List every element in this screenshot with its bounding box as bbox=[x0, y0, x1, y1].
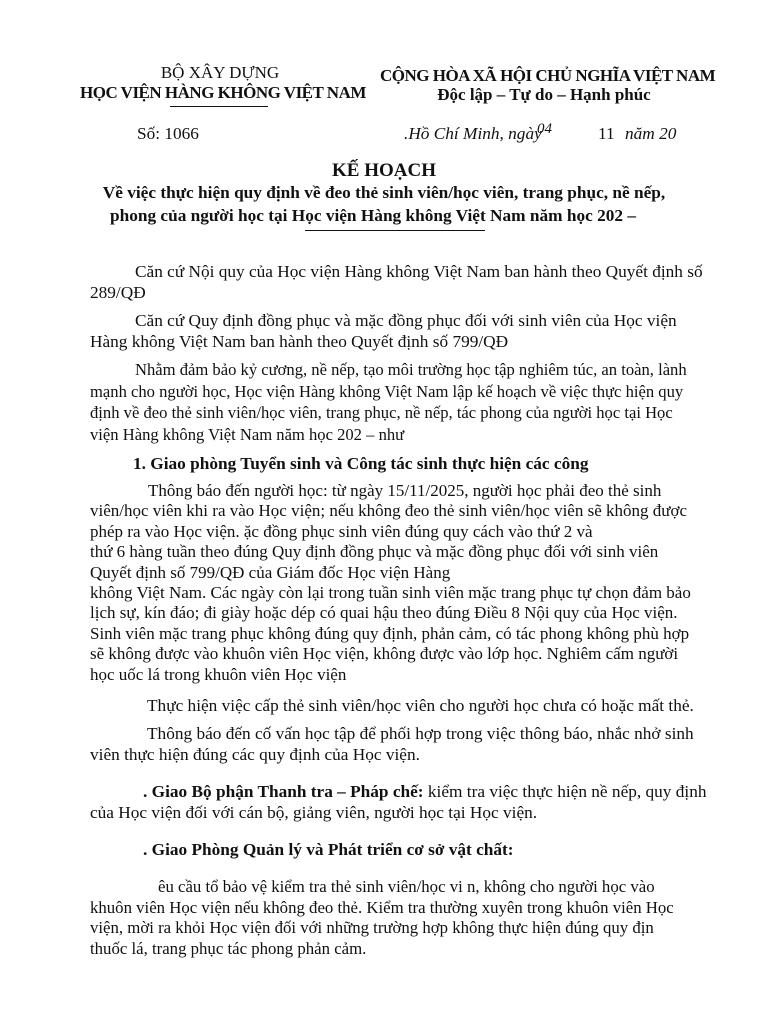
document-subtitle-line1: Về việc thực hiện quy định về đeo thẻ sinh viên/học viên, trang phục, nề nếp, bbox=[102, 183, 666, 202]
document-subtitle-line2: phong của người học tại Học viện Hàng không Việt Nam năm học 202 – bbox=[110, 206, 636, 225]
date-year: năm 20 bbox=[625, 124, 677, 143]
section-3-paragraph: êu cầu tổ bảo vệ kiểm tra thẻ sinh viên/học vi n, không cho người học vào khuôn viên Học viện nếu không đeo thẻ. Kiểm tra thường xuyên trong khuôn viên Học viện, mời ra khỏi Học viện đối với những trường hợp không thực hiện đúng quy địn thuốc lá, trang phục tác phong phản cảm. bbox=[90, 877, 674, 958]
section-3-heading: . Giao Phòng Quản lý và Phát triển cơ sở vật chất: bbox=[143, 840, 514, 859]
preamble-paragraph-1: Căn cứ Nội quy của Học viện Hàng không Việt Nam ban hành theo Quyết định số 289/QĐ bbox=[90, 262, 703, 302]
date-month: 11 bbox=[598, 124, 615, 143]
section-2-heading: . Giao Bộ phận Thanh tra – Pháp chế: bbox=[143, 782, 424, 801]
section-1-paragraph-3: Thông báo đến cố vấn học tập để phối hợp trong việc thông báo, nhắc nhở sinh viên thực hiện đúng các quy định của Học viện. bbox=[90, 724, 694, 764]
date-day: 04 bbox=[537, 121, 552, 137]
section-1-heading: 1. Giao phòng Tuyển sinh và Công tác sinh thực hiện các công bbox=[133, 454, 589, 473]
institute-name: HỌC VIỆN HÀNG KHÔNG VIỆT NAM bbox=[80, 83, 366, 102]
republic-name: CỘNG HÒA XÃ HỘI CHỦ NGHĨA VIỆT NAM bbox=[380, 66, 716, 85]
document-title: KẾ HOẠCH bbox=[332, 160, 436, 181]
national-motto: Độc lập – Tự do – Hạnh phúc bbox=[437, 85, 651, 104]
section-2-paragraph: . Giao Bộ phận Thanh tra – Pháp chế: kiểm tra việc thực hiện nề nếp, quy định của Học viện đối với cán bộ, giảng viên, người học tại Học viện. bbox=[90, 782, 707, 822]
preamble-paragraph-3: Nhằm đảm bảo kỷ cương, nề nếp, tạo môi trường học tập nghiêm túc, an toàn, lành mạnh cho người học, Học viện Hàng không Việt Nam lập kế hoạch về việc thực hiện quy định về đeo thẻ sinh viên/học viên, trang phục, nề nếp, tác phong của người học tại Học viện Hàng không Việt Nam năm học 202 – như bbox=[90, 360, 687, 444]
document-number: Số: 1066 bbox=[137, 124, 199, 143]
title-underline bbox=[305, 230, 485, 231]
section-1-paragraph-1: Thông báo đến người học: từ ngày 15/11/2025, người học phải đeo thẻ sinh viên/học viên khi ra vào Học viện; nếu không đeo thẻ sinh viên/học viên sẽ không được phép ra vào Học viện. ặc đồng phục sinh viên đúng quy cách vào thứ 2 và thứ 6 hàng tuần theo đúng Quy định đồng phục và mặc đồng phục đối với sinh viên Quyết định số 799/QĐ của Giám đốc Học viện Hàng không Việt Nam. Các ngày còn lại trong tuần sinh viên mặc trang phục tự chọn đảm bảo lịch sự, kín đáo; đi giày hoặc dép có quai hậu theo đúng Điều 8 Nội quy của Học viện. Sinh viên mặc trang phục không đúng quy định, phản cảm, có tác phong không phù hợp sẽ không được vào khuôn viên Học viện, không được vào lớp học. Nghiêm cấm người học uốc lá trong khuôn viên Học viện bbox=[90, 481, 691, 684]
institute-underline bbox=[170, 106, 268, 107]
place-date: .Hồ Chí Minh, ngày bbox=[404, 124, 542, 143]
section-1-paragraph-2: Thực hiện việc cấp thẻ sinh viên/học viên cho người học chưa có hoặc mất thẻ. bbox=[147, 696, 694, 715]
preamble-paragraph-2: Căn cứ Quy định đồng phục và mặc đồng phục đối với sinh viên của Học viện Hàng không Việt Nam ban hành theo Quyết định số 799/QĐ bbox=[90, 311, 677, 351]
ministry-name: BỘ XÂY DỰNG bbox=[160, 63, 280, 82]
